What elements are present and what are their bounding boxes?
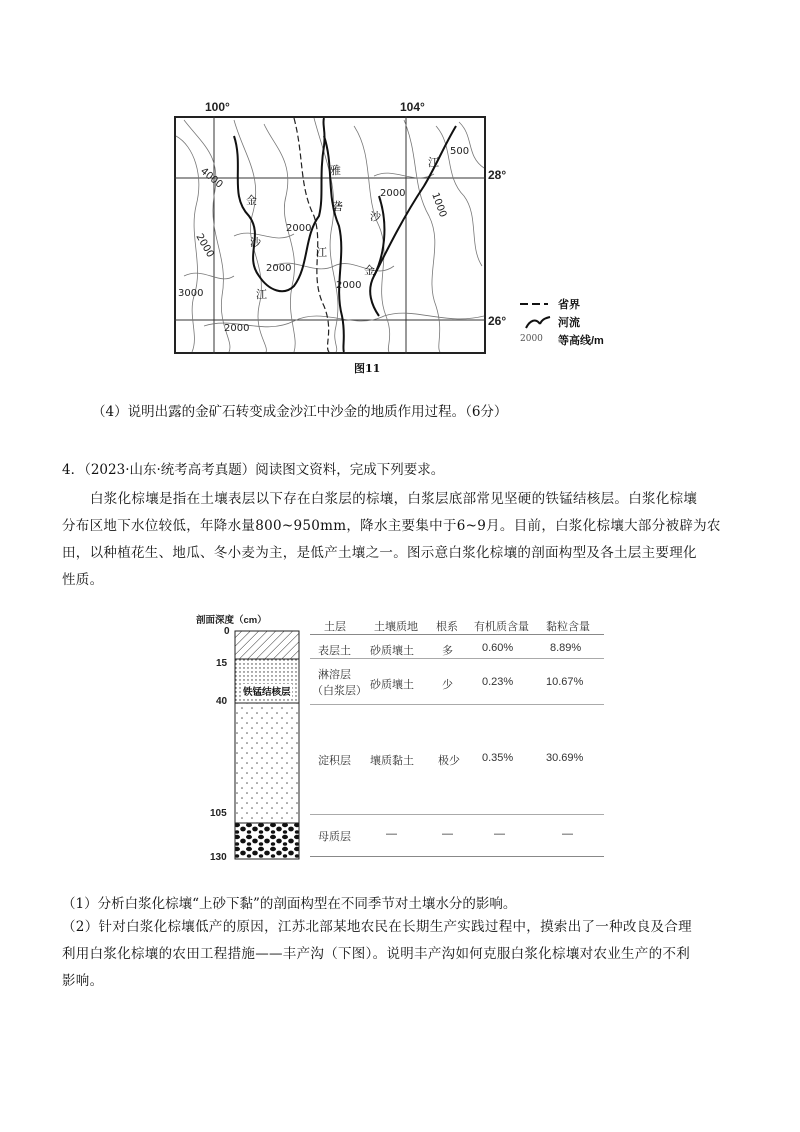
question-part-4: （4）说明出露的金矿石转变成金沙江中沙金的地质作用过程。（6分） (92, 404, 508, 420)
row-layer-sub: （白浆层） (312, 685, 367, 697)
header-layer: 土层 (324, 621, 346, 633)
header-roots: 根系 (436, 621, 458, 633)
para-line: 田，以种植花生、地瓜、冬小麦为主，是低产土壤之一。图示意白浆化棕壤的剖面构型及各土层主要理化 (62, 545, 697, 561)
para-line: 分布区地下水位较低，年降水量800~950mm，降水主要集中于6~9月。目前，白浆化棕壤大部分被辟为农 (62, 518, 721, 534)
contour-label: 2000 (380, 188, 406, 199)
figure-caption: 图11 (354, 362, 381, 375)
row-roots: — (442, 828, 453, 840)
row-roots: 多 (442, 645, 453, 657)
contour-label: 4000 (198, 165, 225, 191)
topographic-map (174, 116, 486, 354)
boundary-symbol-icon (520, 299, 550, 309)
river-char: 沙 (370, 210, 381, 223)
sub-question-line: 影响。 (62, 973, 104, 989)
row-layer: 表层土 (318, 645, 351, 657)
contour-label: 3000 (178, 288, 204, 299)
river-char: 雅 (330, 164, 341, 177)
river-char: 金 (364, 264, 375, 277)
soil-column (234, 630, 302, 860)
contour-label: 2000 (336, 280, 362, 291)
contour-sample: 2000 (520, 334, 543, 344)
depth-tick: 130 (210, 852, 227, 863)
topsoil-layer (235, 631, 299, 659)
row-roots: 少 (442, 679, 453, 691)
row-texture: 壤质黏土 (370, 755, 414, 767)
row-organic: 0.23% (482, 676, 514, 688)
header-clay: 黏粒含量 (546, 621, 590, 633)
question-paragraph (62, 486, 752, 594)
header-organic: 有机质含量 (474, 621, 529, 633)
river-char: 江 (316, 246, 327, 259)
row-organic: 0.60% (482, 642, 514, 654)
legend-river-label: 河流 (558, 317, 580, 329)
question-heading: 4．（2023·山东·统考高考真题）阅读图文资料，完成下列要求。 (62, 462, 445, 478)
parent-material-layer (235, 823, 299, 859)
sub-question-1: （1）分析白浆化棕壤“上砂下黏”的剖面构型在不同季节对土壤水分的影响。 (62, 896, 517, 912)
sub-question-line: 利用白浆化棕壤的农田工程措施——丰产沟（下图）。说明丰产沟如何克服白浆化棕壤对农业生产的不利 (62, 946, 691, 962)
river-symbol-icon (524, 316, 554, 330)
soil-profile-figure (196, 608, 616, 864)
para-line: 性质。 (62, 572, 104, 588)
row-layer: 淀积层 (318, 755, 351, 767)
row-texture: — (386, 828, 397, 840)
river-char: 砻 (332, 200, 343, 213)
legend-boundary-label: 省界 (558, 299, 580, 311)
para-line: 白浆化棕壤是指在土壤表层以下存在白浆层的棕壤，白浆层底部常见坚硬的铁锰结核层。白浆化棕壤 (90, 491, 698, 507)
depth-title: 剖面深度（cm） (196, 615, 267, 626)
lon-label-100: 100° (205, 100, 230, 114)
lat-label-26: 26° (488, 314, 507, 328)
header-texture: 土壤质地 (374, 621, 418, 633)
row-roots: 极少 (438, 755, 460, 767)
contour-label: 1000 (429, 191, 449, 219)
row-clay: — (562, 828, 573, 840)
map-legend (520, 296, 620, 350)
contour-label: 2000 (224, 323, 250, 334)
row-organic: 0.35% (482, 752, 514, 764)
contour-label: 500 (450, 146, 470, 157)
sub-question-line: （2）针对白浆化棕壤低产的原因，江苏北部某地农民在长期生产实践过程中，摸索出了一种改良及合理 (62, 919, 692, 935)
river-char: 金 (246, 194, 257, 207)
iron-layer-label: 铁锰结核层 (242, 684, 292, 698)
depth-tick: 105 (210, 808, 227, 819)
row-clay: 10.67% (546, 676, 584, 688)
lat-label-28: 28° (488, 168, 507, 182)
river-char: 沙 (250, 236, 261, 249)
property-table (310, 608, 604, 858)
row-clay: 30.69% (546, 752, 584, 764)
river-char: 江 (256, 288, 267, 301)
row-organic: — (494, 828, 505, 840)
depth-tick: 40 (216, 696, 228, 707)
row-texture: 砂质壤土 (370, 645, 414, 657)
illuvial-layer (235, 703, 299, 823)
contour-label: 2000 (266, 263, 292, 274)
row-texture: 砂质壤土 (370, 679, 414, 691)
row-clay: 8.89% (550, 642, 582, 654)
legend-contour-label: 等高线/m (558, 335, 604, 347)
contour-label: 2000 (193, 232, 216, 260)
depth-tick: 15 (216, 658, 228, 669)
legend-river (520, 314, 620, 332)
legend-boundary (520, 296, 620, 314)
row-layer: 母质层 (318, 831, 351, 843)
contour-label: 2000 (286, 223, 312, 234)
depth-tick: 0 (224, 626, 230, 637)
legend-contour (520, 332, 620, 350)
lon-label-104: 104° (400, 100, 425, 114)
sub-question-2 (62, 914, 752, 995)
row-layer: 淋溶层 (318, 669, 351, 681)
river-char: 江 (428, 156, 439, 169)
